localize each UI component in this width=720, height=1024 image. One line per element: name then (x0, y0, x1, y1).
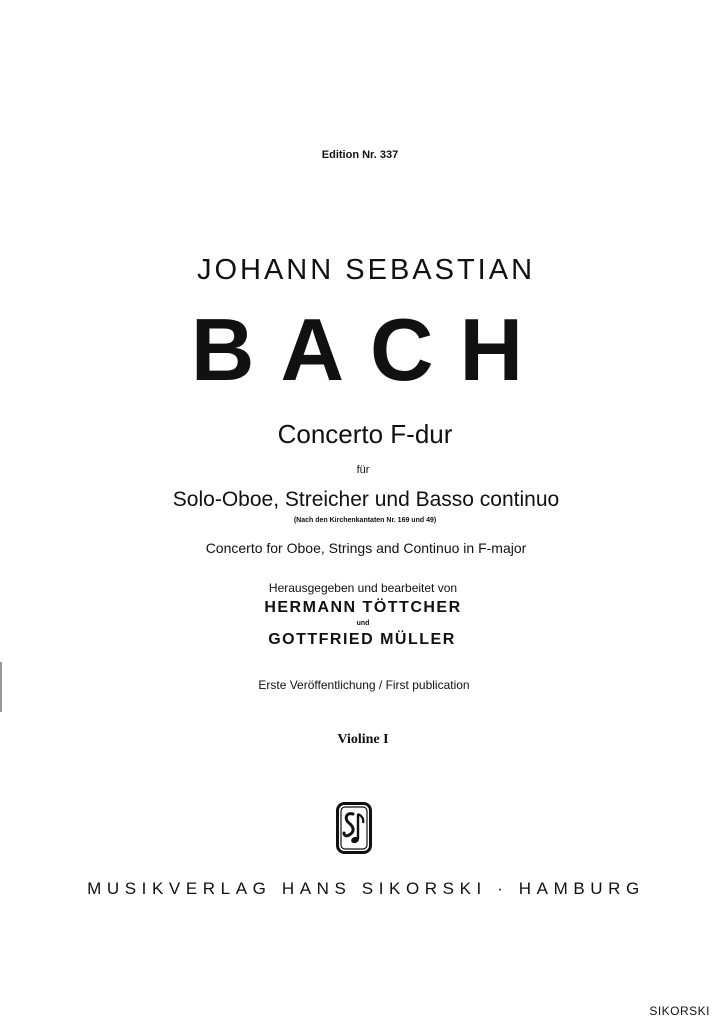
for-label: für (356, 464, 370, 476)
publisher-imprint: MUSIKVERLAG HANS SIKORSKI · HAMBURG (87, 879, 645, 898)
scan-edge-mark (0, 662, 2, 712)
english-title: Concerto for Oboe, Strings and Continuo in F-major (205, 540, 527, 556)
part-name: Violine I (337, 732, 389, 747)
composer-last-name: BACH (190, 300, 550, 399)
instrumentation: Solo-Oboe, Streicher und Basso continuo (172, 488, 560, 511)
editor-name-1: HERMANN TÖTTCHER (264, 599, 462, 616)
edition-number: Edition Nr. 337 (321, 149, 399, 161)
sikorski-music-note-logo-icon (336, 802, 372, 854)
editors-conjunction: und (356, 620, 370, 627)
composer-first-names: JOHANN SEBASTIAN (196, 254, 536, 286)
corner-publisher-mark: SIKORSKI (649, 1004, 710, 1018)
source-note: (Nach den Kirchenkantaten Nr. 169 und 49) (293, 517, 437, 524)
work-title: Concerto F-dur (277, 419, 453, 449)
editor-name-2: GOTTFRIED MÜLLER (268, 631, 456, 648)
publication-note: Erste Veröffentlichung / First publication (258, 678, 470, 692)
editors-intro: Herausgegeben und bearbeitet von (268, 581, 458, 595)
